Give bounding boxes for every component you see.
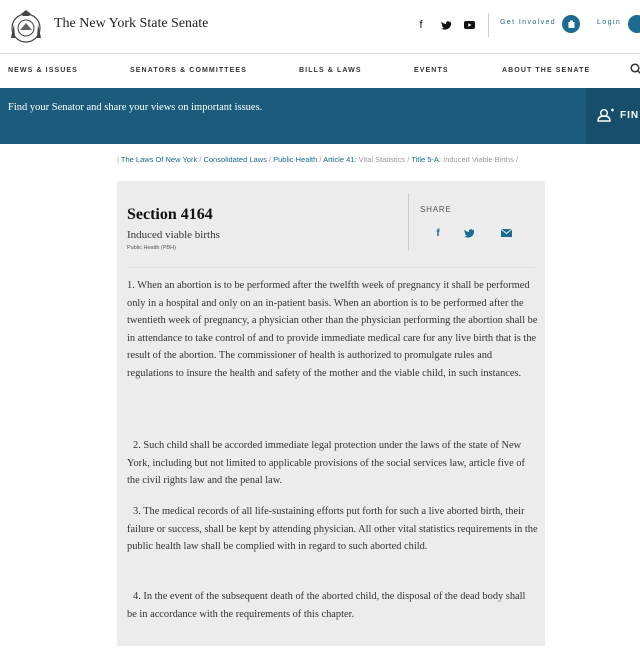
ny-state-seal-icon[interactable] xyxy=(9,8,43,44)
share-email-icon[interactable] xyxy=(500,227,512,239)
section-paragraph-3: 3. The medical records of all life-sustaining efforts put forth for such a live aborted birth, their failure or success, shall be kept by attending physician. All other vital statistics requirements in the public health law shall be complied with in regard to such aborted child. xyxy=(127,506,538,552)
get-involved-link[interactable]: Get Involved xyxy=(500,19,557,26)
breadcrumb-article-41[interactable]: Article 41: xyxy=(323,155,357,164)
nav-senators-committees[interactable]: SENATORS & COMMITTEES xyxy=(130,67,247,74)
find-senator-label: FIN xyxy=(620,110,640,121)
section-law-name: Public Health (PBH) xyxy=(127,245,176,251)
header-divider xyxy=(488,13,489,37)
section-title: Section 4164 xyxy=(127,206,213,223)
site-brand[interactable]: The New York State Senate xyxy=(54,16,209,31)
banner-text: Find your Senator and share your views on important issues. xyxy=(8,102,263,113)
breadcrumb: | The Laws Of New York / Consolidated Laws / Public Health / Article 41: Vital Statistics / Title 5-A: Induced Viable Births / xyxy=(117,155,519,164)
section-paragraph-1: 1. When an abortion is to be performed after the twelfth week of pregnancy it shall be performed only in a hospital and only on an in-patient basis. When an abortion is to be performed after the twentieth week of pregnancy, a physician other than the physician performing the abortion shall be in attendance to take control of and to provide immediate medical care for any live birth that is the result of the abortion. The commissioner of health is authorized to promulgate rules and regulations to insure the health and safety of the mother and the viable child, in such instances. xyxy=(127,280,538,379)
login-link[interactable]: Login xyxy=(597,19,622,26)
senator-pin-icon xyxy=(597,108,615,122)
share-label: SHARE xyxy=(420,205,452,214)
breadcrumb-public-health[interactable]: Public Health xyxy=(273,155,318,164)
user-icon[interactable] xyxy=(628,15,640,33)
breadcrumb-laws-of-ny[interactable]: The Laws Of New York xyxy=(120,155,198,164)
breadcrumb-article-41-name: Vital Statistics xyxy=(358,155,406,164)
youtube-icon[interactable] xyxy=(461,17,477,33)
main-nav xyxy=(0,54,640,88)
section-divider xyxy=(127,267,535,268)
breadcrumb-title-5a[interactable]: Title 5-A: xyxy=(411,155,442,164)
top-bar xyxy=(0,0,640,54)
share-twitter-icon[interactable] xyxy=(463,227,475,239)
law-section-card xyxy=(117,181,545,646)
search-icon[interactable] xyxy=(630,63,640,75)
find-senator-button[interactable] xyxy=(586,88,640,144)
share-divider xyxy=(408,193,409,251)
nav-events[interactable]: EVENTS xyxy=(414,67,449,74)
section-paragraph-2: 2. Such child shall be accorded immediate legal protection under the laws of the state of New York, including but not limited to applicable provisions of the social services law, article five of the civil rights law and the penal law. xyxy=(127,440,525,486)
breadcrumb-consolidated-laws[interactable]: Consolidated Laws xyxy=(203,155,267,164)
nav-bills-laws[interactable]: BILLS & LAWS xyxy=(299,67,362,74)
section-paragraph-4: 4. In the event of the subsequent death of the aborted child, the disposal of the dead body shall be in accordance with the requirements of this chapter. xyxy=(127,591,526,620)
share-facebook-icon[interactable]: f xyxy=(436,227,440,239)
breadcrumb-current: Induced Viable Births xyxy=(443,155,514,164)
section-subtitle: Induced viable births xyxy=(127,229,220,241)
facebook-icon[interactable]: f xyxy=(419,19,423,31)
find-senator-banner xyxy=(0,88,640,144)
nav-about-senate[interactable]: ABOUT THE SENATE xyxy=(502,67,591,74)
twitter-icon[interactable] xyxy=(438,17,454,33)
nav-news-issues[interactable]: NEWS & ISSUES xyxy=(8,67,78,74)
get-involved-icon[interactable] xyxy=(562,15,580,33)
